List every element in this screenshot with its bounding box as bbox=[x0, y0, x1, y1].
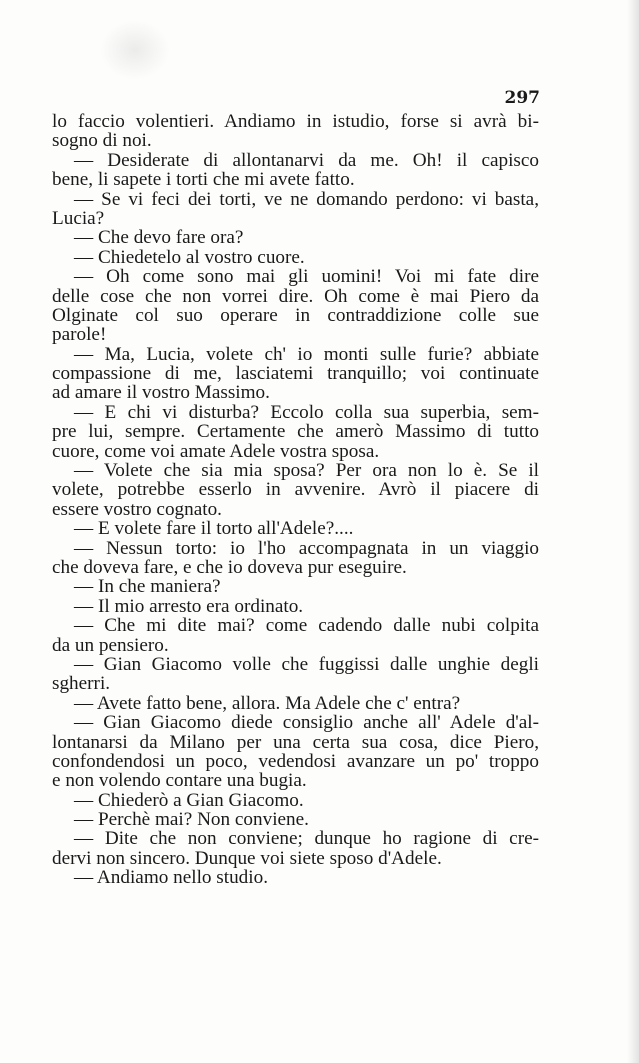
text-line: — Chiedetelo al vostro cuore. bbox=[74, 246, 305, 268]
text-line: — Gian Giacomo volle che fuggissi dalle unghie degli bbox=[74, 654, 539, 675]
text-line: essere vostro cognato. bbox=[52, 498, 222, 520]
text-line: sgherri. bbox=[52, 673, 111, 695]
text-line: bene, li sapete i torti che mi avete fatto. bbox=[52, 169, 355, 191]
text-line: che doveva fare, e che io doveva pur eseguire. bbox=[52, 556, 407, 578]
text-line: da un pensiero. bbox=[52, 634, 169, 656]
text-line: ad amare il vostro Massimo. bbox=[52, 382, 270, 404]
text-line: confondendosi un poco, vedendosi avanzare un po' troppo bbox=[52, 751, 539, 772]
text-line: sogno di noi. bbox=[52, 130, 152, 152]
text-line: — Oh come sono mai gli uomini! Voi mi fate dire bbox=[74, 267, 539, 287]
paper-smudge bbox=[100, 20, 170, 80]
text-line: — Dite che non conviene; dunque ho ragione di cre- bbox=[74, 829, 539, 849]
body-text bbox=[52, 112, 539, 888]
text-line: delle cose che non vorrei dire. Oh come è mai Piero da bbox=[52, 286, 539, 306]
text-line: — Gian Giacomo diede consiglio anche all' Adele d'al- bbox=[74, 713, 539, 733]
page-edge-shadow bbox=[627, 0, 639, 1063]
text-line: — Che mi dite mai? come cadendo dalle nubi colpita bbox=[74, 616, 539, 636]
text-line: cuore, come voi amate Adele vostra sposa. bbox=[52, 440, 380, 462]
text-line: Olginate col suo operare in contraddizione colle sue bbox=[52, 305, 539, 326]
text-line: — E chi vi disturba? Eccolo colla sua superbia, sem- bbox=[74, 402, 539, 423]
page-number: 297 bbox=[504, 88, 540, 108]
text-line: — In che maniera? bbox=[74, 576, 221, 598]
text-line: — Se vi feci dei torti, ve ne domando perdono: vi basta, bbox=[74, 189, 539, 209]
text-line: parole! bbox=[52, 324, 107, 346]
text-line: Lucia? bbox=[52, 207, 105, 229]
text-line: lo faccio volentieri. Andiamo in istudio, forse si avrà bi- bbox=[52, 112, 539, 132]
text-line: — Chiederò a Gian Giacomo. bbox=[74, 789, 304, 811]
text-line: — Che devo fare ora? bbox=[74, 227, 244, 249]
text-line: lontanarsi da Milano per una certa sua cosa, dice Piero, bbox=[52, 732, 539, 752]
text-line: — Perchè mai? Non conviene. bbox=[74, 809, 309, 831]
text-line: compassione di me, lasciatemi tranquillo; voi continuate bbox=[52, 364, 539, 384]
text-line: e non volendo contare una bugia. bbox=[52, 770, 307, 792]
text-line: — Ma, Lucia, volete ch' io monti sulle furie? abbiate bbox=[74, 344, 539, 365]
text-line: volete, potrebbe esserlo in avvenire. Avrò il piacere di bbox=[52, 480, 539, 500]
text-line: — Andiamo nello studio. bbox=[74, 867, 269, 889]
text-line: — Avete fatto bene, allora. Ma Adele che c' entra? bbox=[74, 692, 461, 714]
text-line: — Nessun torto: io l'ho accompagnata in un viaggio bbox=[74, 538, 539, 558]
text-line: pre lui, sempre. Certamente che amerò Massimo di tutto bbox=[52, 422, 539, 442]
text-line: dervi non sincero. Dunque voi siete sposo d'Adele. bbox=[52, 847, 442, 869]
text-line: — Desiderate di allontanarvi da me. Oh! il capisco bbox=[74, 150, 539, 171]
text-line: — Il mio arresto era ordinato. bbox=[74, 595, 304, 617]
text-line: — Volete che sia mia sposa? Per ora non lo è. Se il bbox=[74, 461, 539, 481]
text-line: — E volete fare il torto all'Adele?.... bbox=[74, 518, 354, 540]
